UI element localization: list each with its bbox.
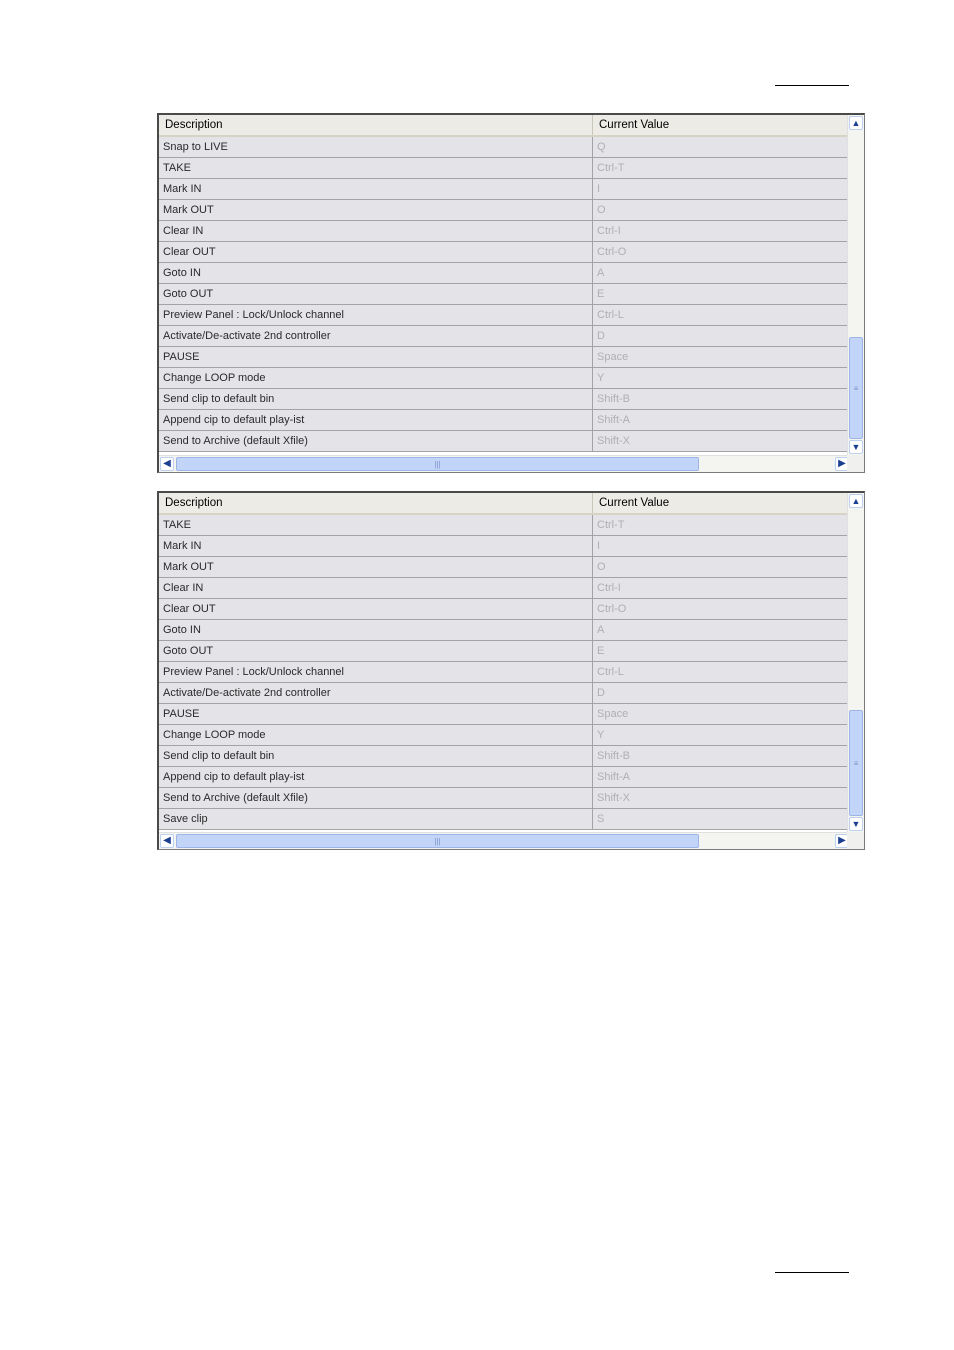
vertical-scrollbar[interactable] bbox=[847, 493, 864, 832]
scroll-corner bbox=[847, 455, 864, 472]
description-cell: Change LOOP mode bbox=[159, 368, 593, 388]
description-cell: Mark IN bbox=[159, 536, 593, 556]
shortcut-value-cell[interactable]: Q bbox=[597, 141, 606, 153]
chevron-up-icon[interactable]: ▲ bbox=[849, 116, 863, 130]
description-cell: TAKE bbox=[159, 515, 593, 535]
description-cell: Goto IN bbox=[159, 620, 593, 640]
shortcut-value-cell[interactable]: O bbox=[597, 204, 606, 216]
description-cell: Mark IN bbox=[159, 179, 593, 199]
table-row[interactable] bbox=[159, 557, 850, 578]
table-row[interactable] bbox=[159, 347, 850, 368]
description-cell: Send clip to default bin bbox=[159, 389, 593, 409]
horizontal-scrollbar[interactable] bbox=[159, 455, 850, 472]
description-cell: Clear IN bbox=[159, 578, 593, 598]
shortcut-value-cell[interactable]: Ctrl-I bbox=[597, 582, 621, 594]
description-cell: Send to Archive (default Xfile) bbox=[159, 431, 593, 451]
shortcut-value-cell[interactable]: Shift-B bbox=[597, 393, 631, 405]
table-row[interactable] bbox=[159, 704, 850, 725]
table-row[interactable] bbox=[159, 536, 850, 557]
shortcut-value-cell[interactable]: Space bbox=[597, 351, 629, 363]
shortcut-value-cell[interactable]: Ctrl-T bbox=[597, 519, 625, 531]
shortcut-value-cell[interactable]: Y bbox=[597, 729, 605, 741]
shortcut-value-cell[interactable]: Shift-B bbox=[597, 750, 631, 762]
shortcut-value-cell[interactable]: A bbox=[597, 624, 605, 636]
table-row[interactable] bbox=[159, 662, 850, 683]
shortcut-value-cell[interactable]: D bbox=[597, 687, 605, 699]
table-row[interactable] bbox=[159, 389, 850, 410]
description-cell: Mark OUT bbox=[159, 200, 593, 220]
chevron-right-icon[interactable]: ▶ bbox=[835, 457, 849, 471]
table-row[interactable] bbox=[159, 683, 850, 704]
shortcut-grid-1 bbox=[157, 113, 865, 473]
grid-table bbox=[159, 115, 850, 455]
table-row[interactable] bbox=[159, 242, 850, 263]
column-header-description[interactable]: Description bbox=[159, 493, 593, 513]
description-cell: PAUSE bbox=[159, 704, 593, 724]
shortcut-value-cell[interactable]: S bbox=[597, 813, 605, 825]
shortcut-value-cell[interactable]: Space bbox=[597, 708, 629, 720]
shortcut-value-cell[interactable]: Ctrl-O bbox=[597, 246, 627, 258]
description-cell: Goto IN bbox=[159, 263, 593, 283]
table-row[interactable] bbox=[159, 515, 850, 536]
table-row[interactable] bbox=[159, 599, 850, 620]
description-cell: Clear IN bbox=[159, 221, 593, 241]
shortcut-value-cell[interactable]: I bbox=[597, 183, 601, 195]
shortcut-value-cell[interactable]: E bbox=[597, 288, 605, 300]
description-cell: Send to Archive (default Xfile) bbox=[159, 788, 593, 808]
vertical-scrollbar[interactable] bbox=[847, 115, 864, 455]
chevron-up-icon[interactable]: ▲ bbox=[849, 494, 863, 508]
table-row[interactable] bbox=[159, 809, 850, 830]
table-row[interactable] bbox=[159, 305, 850, 326]
table-row[interactable] bbox=[159, 326, 850, 347]
header-rule bbox=[775, 85, 849, 86]
vertical-scroll-thumb[interactable]: ≡ bbox=[849, 337, 863, 439]
column-header-description[interactable]: Description bbox=[159, 115, 593, 135]
horizontal-scroll-thumb[interactable]: ||| bbox=[176, 457, 699, 471]
table-row[interactable] bbox=[159, 746, 850, 767]
horizontal-scroll-thumb[interactable]: ||| bbox=[176, 834, 699, 848]
chevron-down-icon[interactable]: ▼ bbox=[849, 440, 863, 454]
table-row[interactable] bbox=[159, 221, 850, 242]
table-row[interactable] bbox=[159, 767, 850, 788]
table-row[interactable] bbox=[159, 620, 850, 641]
table-row[interactable] bbox=[159, 641, 850, 662]
table-row[interactable] bbox=[159, 158, 850, 179]
table-row[interactable] bbox=[159, 200, 850, 221]
table-row[interactable] bbox=[159, 284, 850, 305]
shortcut-value-cell[interactable]: D bbox=[597, 330, 605, 342]
chevron-right-icon[interactable]: ▶ bbox=[835, 834, 849, 848]
column-header-current-value[interactable]: Current Value bbox=[599, 119, 670, 131]
scroll-corner bbox=[847, 832, 864, 849]
chevron-down-icon[interactable]: ▼ bbox=[849, 817, 863, 831]
shortcut-value-cell[interactable]: O bbox=[597, 561, 606, 573]
table-row[interactable] bbox=[159, 431, 850, 452]
description-cell: Goto OUT bbox=[159, 641, 593, 661]
description-cell: Snap to LIVE bbox=[159, 137, 593, 157]
description-cell: Append cip to default play-ist bbox=[159, 767, 593, 787]
description-cell: Send clip to default bin bbox=[159, 746, 593, 766]
shortcut-value-cell[interactable]: Shift-A bbox=[597, 771, 631, 783]
shortcut-value-cell[interactable]: Shift-X bbox=[597, 792, 631, 804]
shortcut-value-cell[interactable]: Ctrl-L bbox=[597, 309, 624, 321]
grid-rows bbox=[159, 515, 850, 830]
description-cell: TAKE bbox=[159, 158, 593, 178]
table-row[interactable] bbox=[159, 263, 850, 284]
grid-header bbox=[159, 115, 850, 137]
description-cell: Activate/De-activate 2nd controller bbox=[159, 683, 593, 703]
grid-table bbox=[159, 493, 850, 832]
shortcut-value-cell[interactable]: Ctrl-O bbox=[597, 603, 627, 615]
shortcut-value-cell[interactable]: Ctrl-I bbox=[597, 225, 621, 237]
vertical-scroll-thumb[interactable]: ≡ bbox=[849, 710, 863, 816]
description-cell: Preview Panel : Lock/Unlock channel bbox=[159, 662, 593, 682]
table-row[interactable] bbox=[159, 725, 850, 746]
table-row[interactable] bbox=[159, 179, 850, 200]
shortcut-value-cell[interactable]: Y bbox=[597, 372, 605, 384]
shortcut-value-cell[interactable]: E bbox=[597, 645, 605, 657]
description-cell: Preview Panel : Lock/Unlock channel bbox=[159, 305, 593, 325]
description-cell: Activate/De-activate 2nd controller bbox=[159, 326, 593, 346]
shortcut-grid-2 bbox=[157, 491, 865, 850]
grid-rows bbox=[159, 137, 850, 452]
table-row[interactable] bbox=[159, 788, 850, 809]
footer-rule bbox=[775, 1272, 849, 1273]
description-cell: Goto OUT bbox=[159, 284, 593, 304]
description-cell: Append cip to default play-ist bbox=[159, 410, 593, 430]
shortcut-value-cell[interactable]: Shift-X bbox=[597, 435, 631, 447]
shortcut-value-cell[interactable]: Ctrl-L bbox=[597, 666, 624, 678]
chevron-left-icon[interactable]: ◀ bbox=[160, 834, 174, 848]
description-cell: Mark OUT bbox=[159, 557, 593, 577]
description-cell: Clear OUT bbox=[159, 599, 593, 619]
shortcut-value-cell[interactable]: Ctrl-T bbox=[597, 162, 625, 174]
description-cell: Clear OUT bbox=[159, 242, 593, 262]
shortcut-value-cell[interactable]: Shift-A bbox=[597, 414, 631, 426]
description-cell: Save clip bbox=[159, 809, 593, 829]
table-row[interactable] bbox=[159, 578, 850, 599]
shortcut-value-cell[interactable]: A bbox=[597, 267, 605, 279]
column-header-current-value[interactable]: Current Value bbox=[599, 497, 670, 509]
table-row[interactable] bbox=[159, 368, 850, 389]
horizontal-scrollbar[interactable] bbox=[159, 832, 850, 849]
description-cell: PAUSE bbox=[159, 347, 593, 367]
shortcut-value-cell[interactable]: I bbox=[597, 540, 601, 552]
description-cell: Change LOOP mode bbox=[159, 725, 593, 745]
table-row[interactable] bbox=[159, 410, 850, 431]
table-row[interactable] bbox=[159, 137, 850, 158]
chevron-left-icon[interactable]: ◀ bbox=[160, 457, 174, 471]
grid-header bbox=[159, 493, 850, 515]
